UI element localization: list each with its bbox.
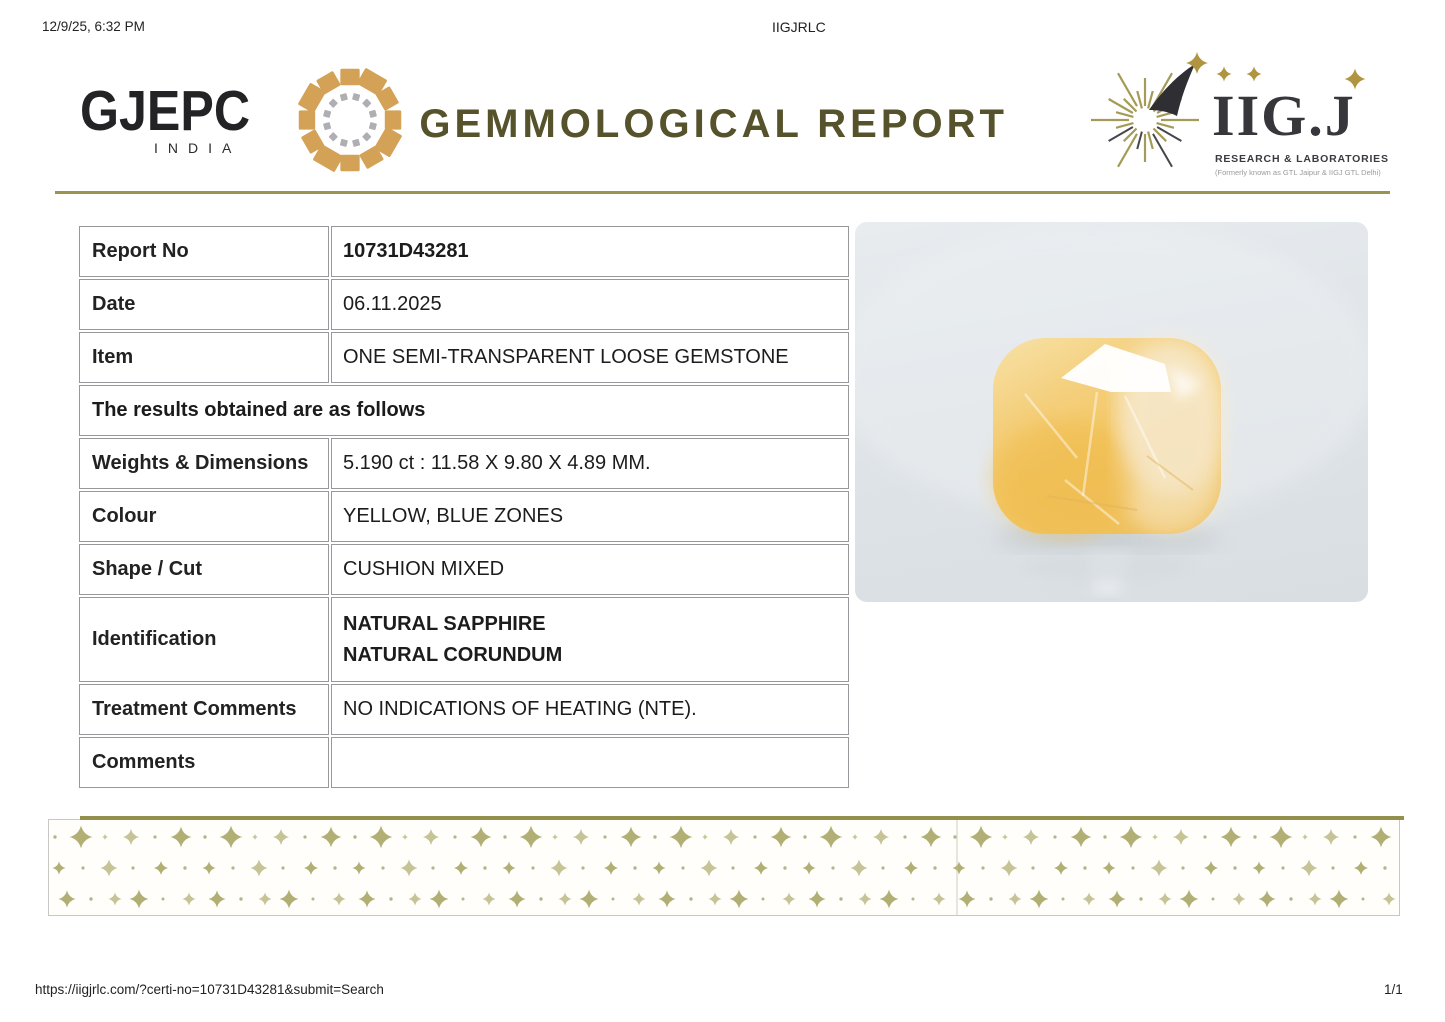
row-value: YELLOW, BLUE ZONES — [331, 491, 849, 542]
row-value: NO INDICATIONS OF HEATING (NTE). — [331, 684, 849, 735]
iigj-tagline: (Formerly known as GTL Jaipur & IIGJ GTL Delhi) — [1215, 168, 1381, 177]
row-label: Treatment Comments — [79, 684, 329, 735]
identification-line-1: NATURAL SAPPHIRE — [343, 612, 546, 635]
row-label: Item — [79, 332, 329, 383]
row-label: Report No — [79, 226, 329, 277]
table-row-treatment-comments — [79, 684, 849, 735]
table-row-comments — [79, 737, 849, 788]
diamond-top-view-icon — [292, 62, 408, 178]
iigj-logo — [1088, 52, 1394, 184]
table-row-colour — [79, 491, 849, 542]
iigj-wordmark: IIG.J — [1212, 83, 1356, 148]
row-value: CUSHION MIXED — [331, 544, 849, 595]
row-value: 5.190 ct : 11.58 X 9.80 X 4.89 MM. — [331, 438, 849, 489]
gjepc-logo — [80, 60, 410, 182]
table-row-shape-cut — [79, 544, 849, 595]
table-row-item — [79, 332, 849, 383]
row-label: Comments — [79, 737, 329, 788]
row-label: Colour — [79, 491, 329, 542]
print-doc-title: IIGJRLC — [772, 19, 826, 35]
identification-line-2: NATURAL CORUNDUM — [343, 643, 563, 666]
table-row-report-no — [79, 226, 849, 277]
header-divider — [55, 191, 1390, 194]
gemstone-photo — [855, 222, 1368, 602]
row-label: Identification — [79, 597, 329, 682]
print-datetime: 12/9/25, 6:32 PM — [42, 19, 145, 34]
row-label: Shape / Cut — [79, 544, 329, 595]
page-title: GEMMOLOGICAL REPORT — [419, 102, 1008, 146]
row-value: 10731D43281 — [331, 226, 849, 277]
print-footer-page-number: 1/1 — [1384, 982, 1403, 997]
report-table — [77, 224, 851, 790]
table-row-date — [79, 279, 849, 330]
table-row-weights-dimensions — [79, 438, 849, 489]
table-row-results-header — [79, 385, 849, 436]
row-label: Date — [79, 279, 329, 330]
band-tile-seam — [956, 820, 958, 915]
row-value — [331, 737, 849, 788]
row-value: 06.11.2025 — [331, 279, 849, 330]
table-row-identification — [79, 597, 849, 682]
row-label: Weights & Dimensions — [79, 438, 329, 489]
results-section-header: The results obtained are as follows — [79, 385, 849, 436]
gjepc-wordmark: GJEPC — [80, 79, 251, 143]
iigj-subtitle: RESEARCH & LABORATORIES — [1215, 153, 1389, 165]
row-value: ONE SEMI-TRANSPARENT LOOSE GEMSTONE — [331, 332, 849, 383]
gjepc-country-label: INDIA — [154, 140, 242, 156]
band-top-bar — [80, 816, 1404, 820]
print-footer-url: https://iigjrlc.com/?certi-no=10731D43281&submit=Search — [35, 982, 384, 997]
sparkle-band — [48, 819, 1400, 916]
